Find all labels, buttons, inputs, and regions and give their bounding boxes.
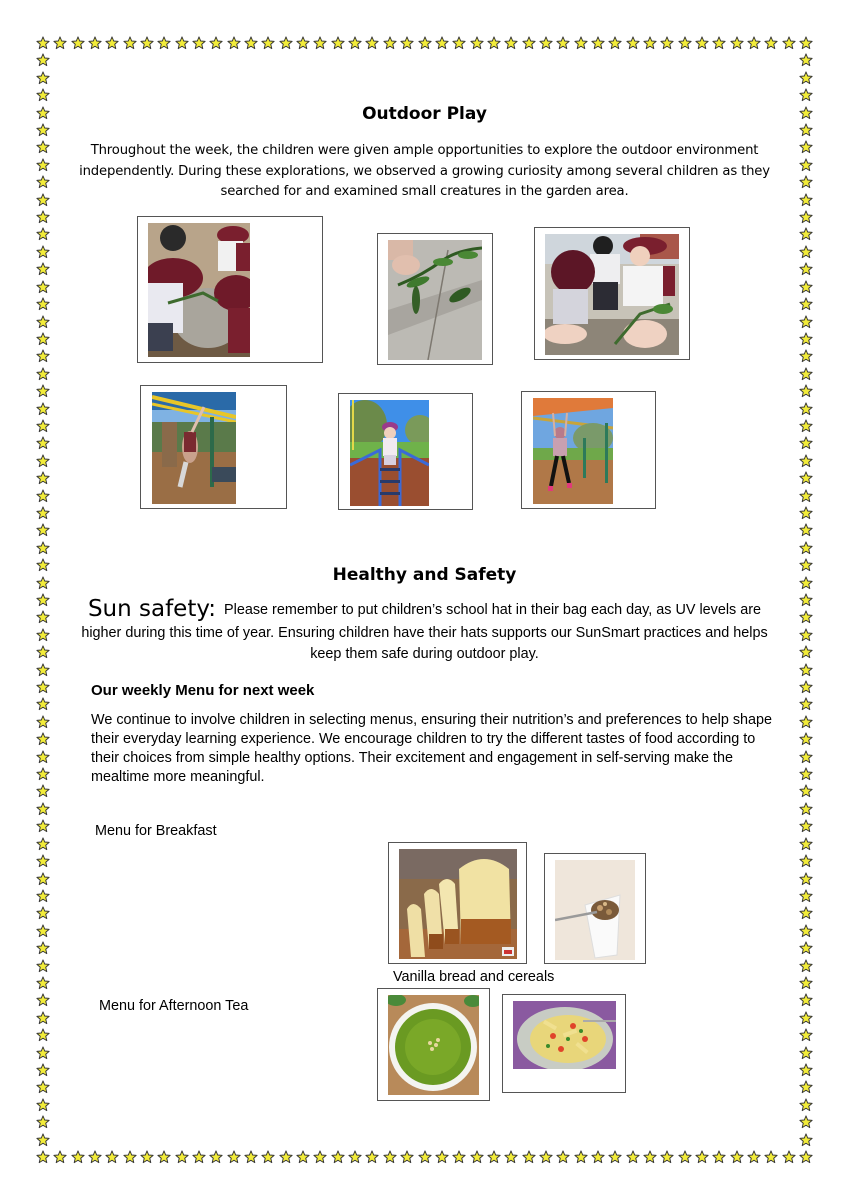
star-icon bbox=[36, 280, 50, 294]
star-icon bbox=[452, 1150, 466, 1164]
star-icon bbox=[36, 454, 50, 468]
star-icon bbox=[209, 36, 223, 50]
outdoor-play-paragraph bbox=[60, 141, 789, 203]
star-icon bbox=[799, 419, 813, 433]
star-icon bbox=[348, 1150, 362, 1164]
star-icon bbox=[36, 872, 50, 886]
star-icon bbox=[643, 1150, 657, 1164]
star-icon bbox=[157, 1150, 171, 1164]
star-icon bbox=[36, 367, 50, 381]
star-icon bbox=[36, 384, 50, 398]
star-icon bbox=[36, 332, 50, 346]
star-icon bbox=[799, 436, 813, 450]
paragraph-line: mealtime more meaningful. bbox=[91, 769, 265, 785]
star-icon bbox=[799, 280, 813, 294]
star-icon bbox=[36, 158, 50, 172]
sun-safety-label: Sun safety: bbox=[87, 596, 217, 622]
star-icon bbox=[279, 1150, 293, 1164]
star-icon bbox=[799, 489, 813, 503]
star-icon bbox=[36, 1011, 50, 1025]
star-icon bbox=[799, 384, 813, 398]
sun-safety-line: Please remember to put children’s school hat in their bag each day, as UV levels are bbox=[224, 602, 762, 618]
weekly-menu-heading: Our weekly Menu for next week bbox=[91, 682, 315, 699]
star-icon bbox=[799, 767, 813, 781]
star-icon bbox=[36, 71, 50, 85]
star-icon bbox=[799, 262, 813, 276]
star-icon bbox=[799, 889, 813, 903]
star-icon bbox=[53, 1150, 67, 1164]
star-icon bbox=[418, 1150, 432, 1164]
star-icon bbox=[799, 802, 813, 816]
star-icon bbox=[36, 471, 50, 485]
star-icon bbox=[799, 1028, 813, 1042]
star-icon bbox=[712, 1150, 726, 1164]
star-icon bbox=[36, 697, 50, 711]
star-icon bbox=[799, 1011, 813, 1025]
star-icon bbox=[53, 36, 67, 50]
child-on-monkey-bars-photo bbox=[140, 385, 287, 509]
star-icon bbox=[730, 1150, 744, 1164]
star-icon bbox=[244, 36, 258, 50]
star-icon bbox=[799, 872, 813, 886]
star-icon bbox=[105, 1150, 119, 1164]
star-icon bbox=[175, 1150, 189, 1164]
paragraph-line: their choices from simple healthy options. Their excitement and engagement in self-serving make the bbox=[91, 750, 734, 766]
afternoon-tea-label: Menu for Afternoon Tea bbox=[99, 998, 249, 1014]
star-icon bbox=[209, 1150, 223, 1164]
star-icon bbox=[36, 419, 50, 433]
outdoor-play-title: Outdoor Play bbox=[362, 104, 487, 124]
star-icon bbox=[36, 245, 50, 259]
children-sitting-with-branch-photo bbox=[534, 227, 690, 360]
star-icon bbox=[799, 454, 813, 468]
star-icon bbox=[799, 245, 813, 259]
star-icon bbox=[608, 36, 622, 50]
star-icon bbox=[36, 976, 50, 990]
star-icon bbox=[36, 906, 50, 920]
star-icon bbox=[36, 715, 50, 729]
paragraph-line: searched for and examined small creatures in the garden area. bbox=[220, 184, 629, 199]
star-icon bbox=[695, 36, 709, 50]
star-icon bbox=[695, 1150, 709, 1164]
cereal-bowl-photo bbox=[544, 853, 646, 964]
star-icon bbox=[71, 36, 85, 50]
star-icon bbox=[539, 1150, 553, 1164]
star-icon bbox=[140, 36, 154, 50]
star-icon bbox=[36, 210, 50, 224]
star-icon bbox=[400, 1150, 414, 1164]
hand-touching-leaves-on-rock-photo bbox=[377, 233, 493, 365]
star-icon bbox=[36, 819, 50, 833]
star-icon bbox=[140, 1150, 154, 1164]
star-icon bbox=[36, 750, 50, 764]
star-icon bbox=[36, 506, 50, 520]
star-icon bbox=[799, 750, 813, 764]
star-icon bbox=[799, 715, 813, 729]
star-icon bbox=[71, 1150, 85, 1164]
star-icon bbox=[799, 158, 813, 172]
star-icon bbox=[712, 36, 726, 50]
star-icon bbox=[556, 1150, 570, 1164]
sun-safety-block bbox=[0, 596, 849, 664]
star-icon bbox=[799, 1080, 813, 1094]
star-icon bbox=[782, 36, 796, 50]
star-icon bbox=[799, 297, 813, 311]
breakfast-caption: Vanilla bread and cereals bbox=[393, 969, 555, 985]
child-hanging-on-bars-photo bbox=[521, 391, 656, 509]
star-icon bbox=[452, 36, 466, 50]
children-examining-plants-on-rock-photo bbox=[137, 216, 323, 363]
star-icon bbox=[799, 959, 813, 973]
sun-safety-line: keep them safe during outdoor play. bbox=[310, 646, 539, 662]
star-icon bbox=[36, 1115, 50, 1129]
star-icon bbox=[539, 36, 553, 50]
star-icon bbox=[799, 1063, 813, 1077]
health-safety-title: Healthy and Safety bbox=[332, 565, 517, 585]
star-icon bbox=[36, 1133, 50, 1147]
star-icon bbox=[799, 88, 813, 102]
star-icon bbox=[36, 402, 50, 416]
star-icon bbox=[799, 1150, 813, 1164]
paragraph-line: We continue to involve children in selecting menus, ensuring their nutrition’s and preferences to help shape bbox=[91, 712, 773, 728]
star-icon bbox=[591, 36, 605, 50]
star-icon bbox=[782, 1150, 796, 1164]
star-icon bbox=[799, 367, 813, 381]
star-icon bbox=[36, 1150, 50, 1164]
star-icon bbox=[799, 906, 813, 920]
star-icon bbox=[36, 541, 50, 555]
star-icon bbox=[36, 297, 50, 311]
star-icon bbox=[487, 36, 501, 50]
star-icon bbox=[383, 36, 397, 50]
star-icon bbox=[36, 227, 50, 241]
star-icon bbox=[36, 680, 50, 694]
star-icon bbox=[365, 36, 379, 50]
star-icon bbox=[36, 959, 50, 973]
star-icon bbox=[626, 1150, 640, 1164]
star-icon bbox=[799, 471, 813, 485]
star-icon bbox=[799, 523, 813, 537]
star-icon bbox=[36, 1063, 50, 1077]
star-icon bbox=[799, 36, 813, 50]
star-icon bbox=[678, 36, 692, 50]
star-icon bbox=[36, 315, 50, 329]
star-icon bbox=[36, 436, 50, 450]
star-icon bbox=[799, 976, 813, 990]
star-icon bbox=[799, 663, 813, 677]
star-icon bbox=[799, 227, 813, 241]
star-icon bbox=[36, 732, 50, 746]
star-icon bbox=[504, 1150, 518, 1164]
star-icon bbox=[799, 854, 813, 868]
star-icon bbox=[192, 1150, 206, 1164]
star-icon bbox=[36, 1028, 50, 1042]
star-icon bbox=[36, 1080, 50, 1094]
star-icon bbox=[296, 1150, 310, 1164]
star-icon bbox=[678, 1150, 692, 1164]
star-icon bbox=[175, 36, 189, 50]
star-icon bbox=[88, 1150, 102, 1164]
star-icon bbox=[799, 697, 813, 711]
star-icon bbox=[799, 53, 813, 67]
sun-safety-line: higher during this time of year. Ensuring children have their hats supports our SunSmart practices and helps bbox=[81, 625, 768, 641]
star-icon bbox=[435, 1150, 449, 1164]
star-icon bbox=[418, 36, 432, 50]
star-icon bbox=[36, 663, 50, 677]
star-icon bbox=[799, 1133, 813, 1147]
star-icon bbox=[799, 819, 813, 833]
star-icon bbox=[730, 36, 744, 50]
star-icon bbox=[348, 36, 362, 50]
star-icon bbox=[36, 854, 50, 868]
star-icon bbox=[261, 36, 275, 50]
star-icon bbox=[747, 1150, 761, 1164]
star-icon bbox=[799, 1046, 813, 1060]
star-icon bbox=[435, 36, 449, 50]
star-icon bbox=[799, 193, 813, 207]
star-icon bbox=[487, 1150, 501, 1164]
star-icon bbox=[331, 36, 345, 50]
star-icon bbox=[799, 175, 813, 189]
star-icon bbox=[574, 36, 588, 50]
star-icon bbox=[157, 36, 171, 50]
star-icon bbox=[36, 175, 50, 189]
star-icon bbox=[36, 802, 50, 816]
star-icon bbox=[123, 1150, 137, 1164]
star-icon bbox=[400, 36, 414, 50]
star-icon bbox=[799, 332, 813, 346]
star-icon bbox=[36, 941, 50, 955]
star-icon bbox=[799, 140, 813, 154]
star-icon bbox=[192, 36, 206, 50]
star-icon bbox=[244, 1150, 258, 1164]
weekly-menu-paragraph bbox=[91, 711, 791, 787]
star-icon bbox=[88, 36, 102, 50]
star-icon bbox=[764, 36, 778, 50]
star-icon bbox=[799, 924, 813, 938]
star-icon bbox=[470, 1150, 484, 1164]
star-icon bbox=[747, 36, 761, 50]
star-icon bbox=[36, 523, 50, 537]
star-icon bbox=[105, 36, 119, 50]
star-icon bbox=[36, 889, 50, 903]
star-icon bbox=[591, 1150, 605, 1164]
star-icon bbox=[799, 541, 813, 555]
star-icon bbox=[660, 1150, 674, 1164]
star-icon bbox=[799, 506, 813, 520]
star-icon bbox=[36, 193, 50, 207]
star-icon bbox=[36, 123, 50, 137]
star-icon bbox=[36, 489, 50, 503]
star-icon bbox=[556, 36, 570, 50]
pasta-salad-photo bbox=[502, 994, 626, 1093]
star-icon bbox=[522, 1150, 536, 1164]
star-icon bbox=[574, 1150, 588, 1164]
star-icon bbox=[660, 36, 674, 50]
star-icon bbox=[626, 36, 640, 50]
star-icon bbox=[279, 36, 293, 50]
star-icon bbox=[331, 1150, 345, 1164]
star-icon bbox=[608, 1150, 622, 1164]
star-icon bbox=[799, 993, 813, 1007]
pesto-soup-photo bbox=[377, 988, 490, 1101]
star-icon bbox=[799, 402, 813, 416]
star-icon bbox=[799, 71, 813, 85]
paragraph-line: independently. During these explorations, we observed a growing curiosity among several children as they bbox=[79, 163, 770, 179]
star-icon bbox=[227, 1150, 241, 1164]
star-icon bbox=[799, 680, 813, 694]
star-icon bbox=[470, 36, 484, 50]
star-icon bbox=[799, 315, 813, 329]
paragraph-line: Throughout the week, the children were given ample opportunities to explore the outdoor environment bbox=[90, 143, 759, 158]
star-icon bbox=[36, 88, 50, 102]
star-icon bbox=[261, 1150, 275, 1164]
star-icon bbox=[36, 993, 50, 1007]
star-icon bbox=[36, 36, 50, 50]
star-icon bbox=[36, 784, 50, 798]
star-icon bbox=[799, 837, 813, 851]
vanilla-bread-photo bbox=[388, 842, 527, 964]
breakfast-label: Menu for Breakfast bbox=[95, 823, 217, 839]
child-on-rope-bridge-photo bbox=[338, 393, 473, 510]
star-icon bbox=[36, 262, 50, 276]
star-icon bbox=[383, 1150, 397, 1164]
star-icon bbox=[36, 767, 50, 781]
star-icon bbox=[799, 1115, 813, 1129]
star-icon bbox=[799, 732, 813, 746]
star-icon bbox=[227, 36, 241, 50]
star-icon bbox=[36, 140, 50, 154]
star-icon bbox=[799, 210, 813, 224]
star-icon bbox=[504, 36, 518, 50]
star-icon bbox=[36, 53, 50, 67]
star-icon bbox=[36, 924, 50, 938]
star-icon bbox=[313, 36, 327, 50]
star-icon bbox=[643, 36, 657, 50]
star-icon bbox=[522, 36, 536, 50]
star-icon bbox=[36, 837, 50, 851]
star-icon bbox=[799, 941, 813, 955]
star-icon bbox=[799, 784, 813, 798]
star-icon bbox=[799, 1098, 813, 1112]
star-icon bbox=[36, 1098, 50, 1112]
star-icon bbox=[764, 1150, 778, 1164]
paragraph-line: their everyday learning experience. We encourage children to try the different tastes of food according to bbox=[91, 731, 756, 747]
star-icon bbox=[36, 349, 50, 363]
star-icon bbox=[799, 349, 813, 363]
star-icon bbox=[365, 1150, 379, 1164]
star-icon bbox=[123, 36, 137, 50]
star-icon bbox=[313, 1150, 327, 1164]
star-icon bbox=[36, 1046, 50, 1060]
star-icon bbox=[799, 123, 813, 137]
star-icon bbox=[296, 36, 310, 50]
